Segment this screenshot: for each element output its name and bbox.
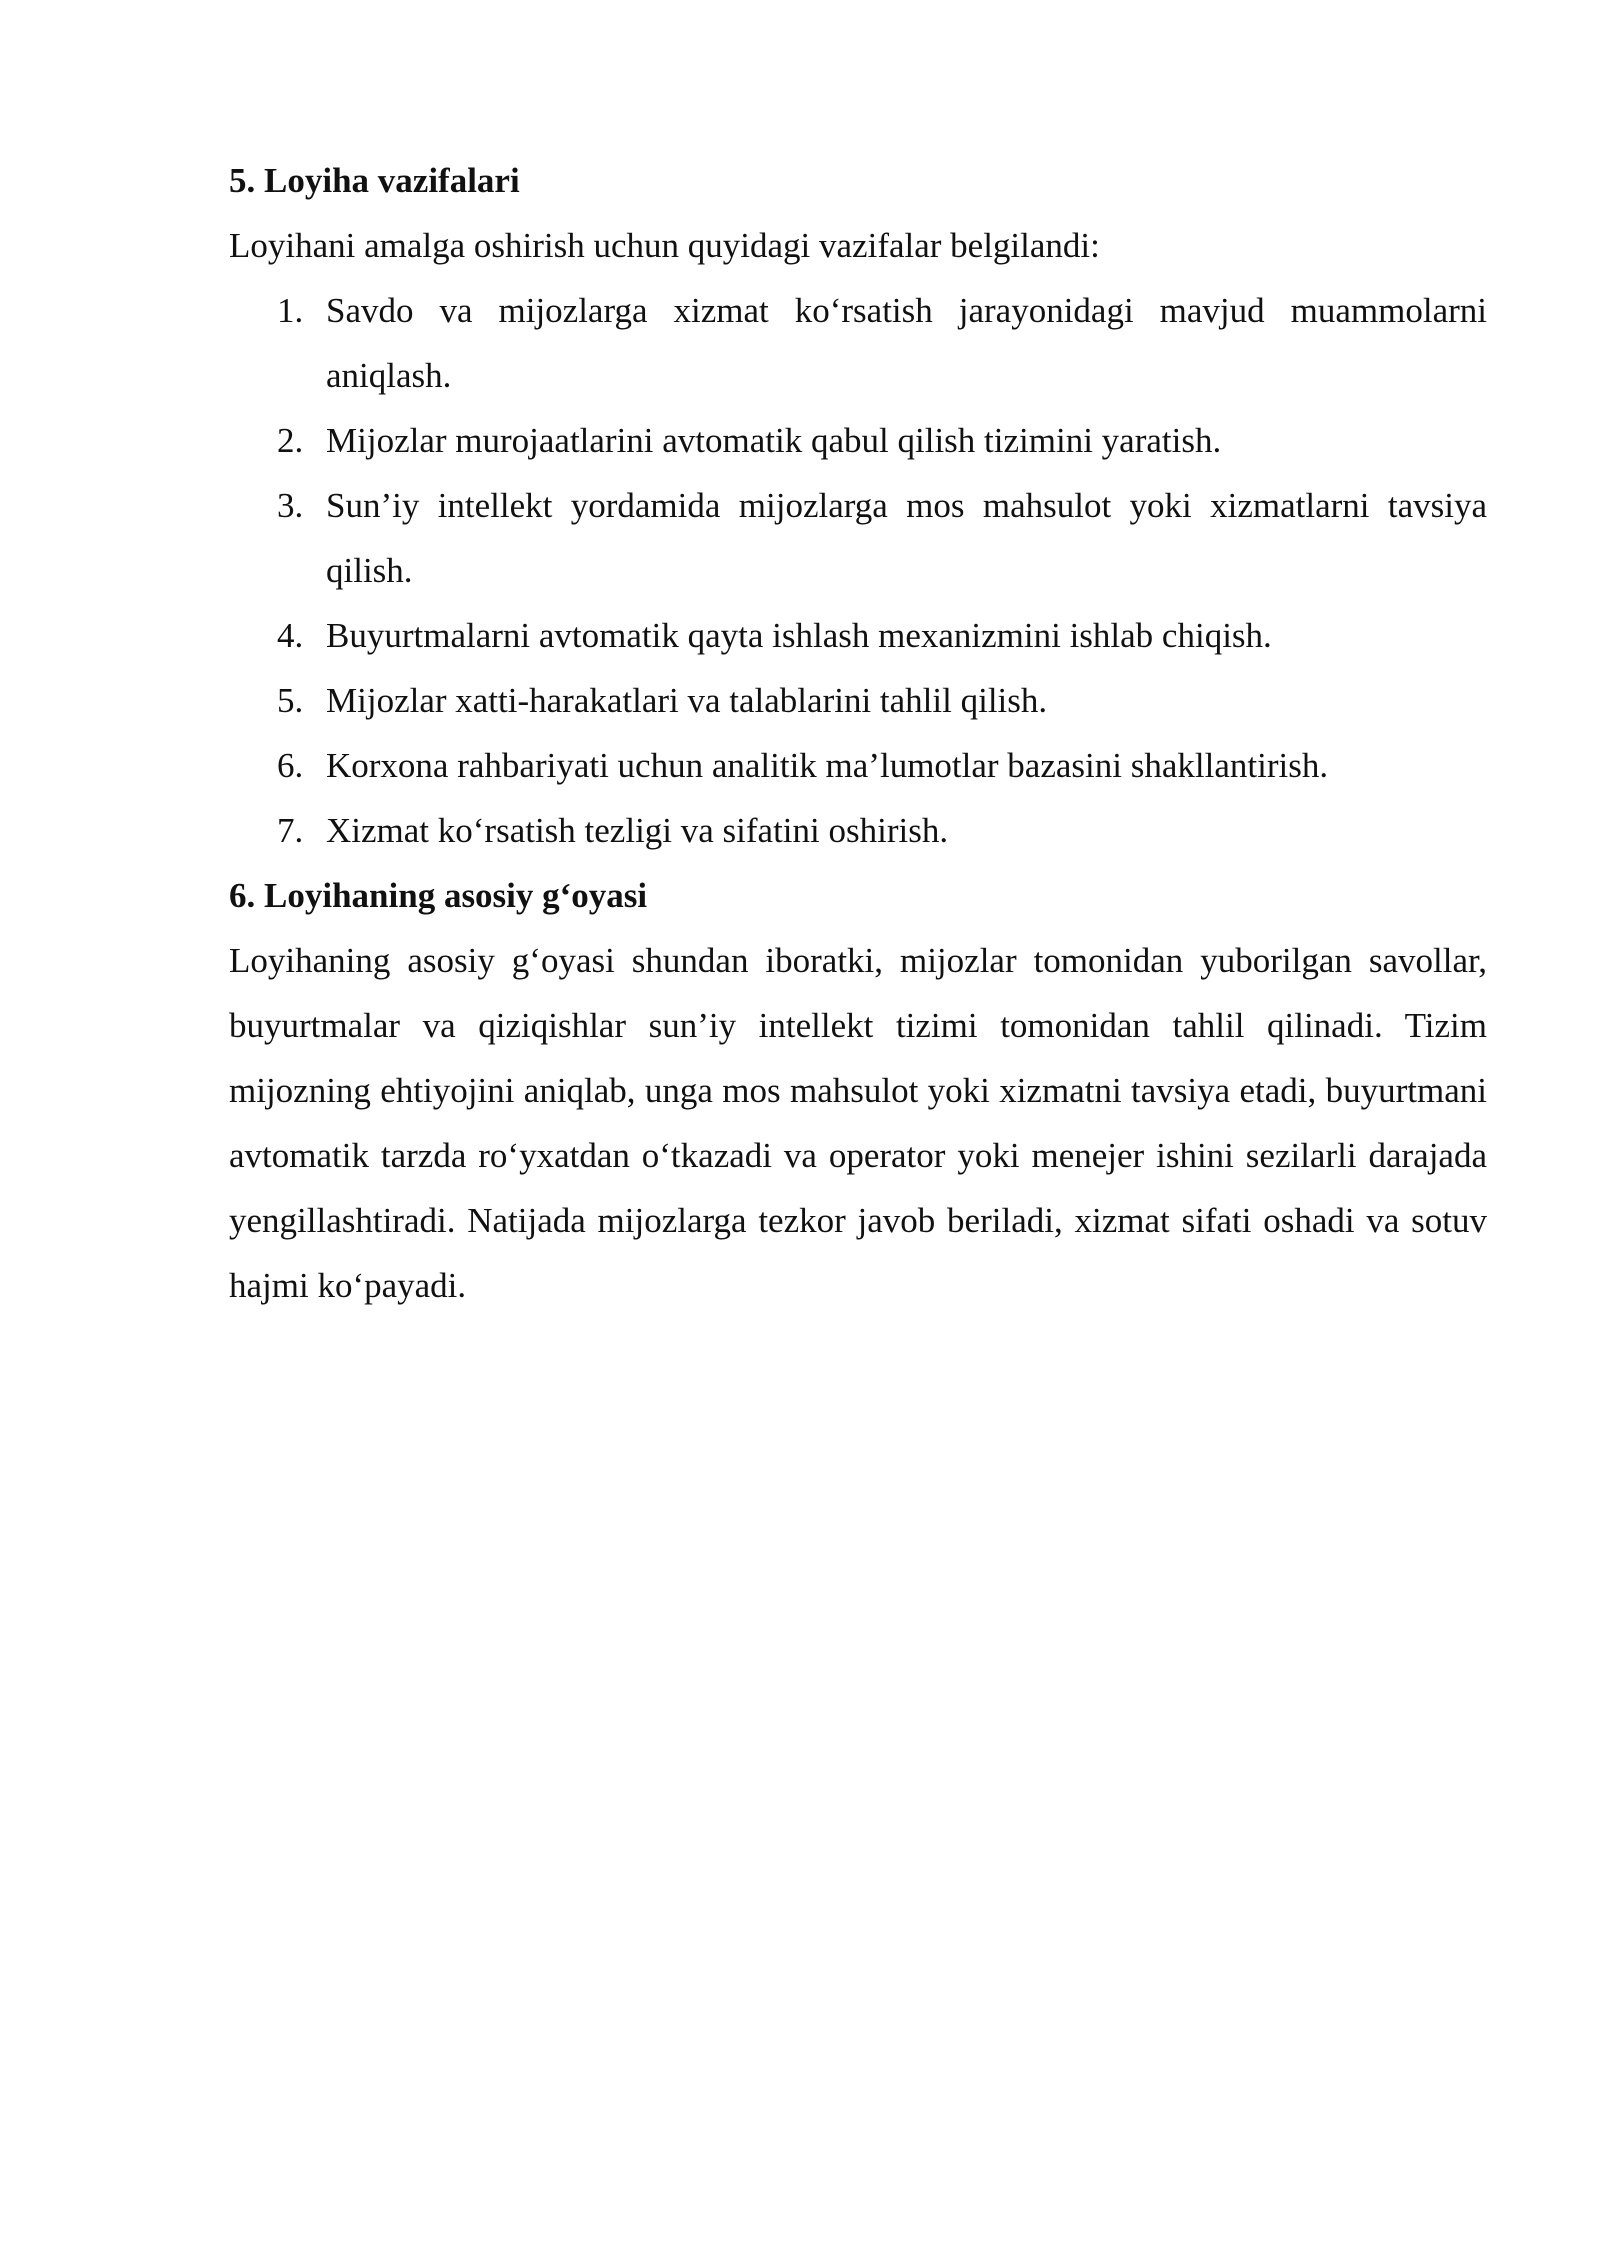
list-item-text: Savdo va mijozlarga xizmat ko‘rsatish jarayonidagi mavjud muammolarni aniqlash. xyxy=(326,291,1487,395)
list-item-number: 7. xyxy=(277,811,304,850)
section-5-heading: 5. Loyiha vazifalari xyxy=(229,161,520,200)
section-6-heading: 6. Loyihaning asosiy g‘oyasi xyxy=(229,876,648,915)
list-item xyxy=(229,473,1487,603)
list-item xyxy=(229,668,1487,733)
list-item xyxy=(229,733,1487,798)
section-6-body: Loyihaning asosiy g‘oyasi shundan iboratki, mijozlar tomonidan yuborilgan savollar, buyurtmalar va qiziqishlar sun’iy intellekt tizimi tomonidan tahlil qilinadi. Tizim mijozning ehtiyojini aniqlab, unga mos mahsulot yoki xizmatni tavsiya etadi, buyurtmani avtomatik tarzda ro‘yxatdan o‘tkazadi va operator yoki menejer ishini sezilarli darajada yengillashtiradi. Natijada mijozlarga tezkor javob beriladi, xizmat sifati oshadi va sotuv hajmi ko‘payadi. xyxy=(229,941,1487,1305)
list-item-number: 1. xyxy=(277,291,304,330)
list-item-number: 5. xyxy=(277,681,304,720)
list-item-number: 3. xyxy=(277,486,304,525)
list-item xyxy=(229,408,1487,473)
list-item-number: 4. xyxy=(277,616,304,655)
list-item xyxy=(229,798,1487,863)
list-item-number: 2. xyxy=(277,421,304,460)
list-item xyxy=(229,603,1487,668)
list-item-text: Xizmat ko‘rsatish tezligi va sifatini oshirish. xyxy=(326,811,949,850)
list-item-text: Mijozlar xatti-harakatlari va talablarini tahlil qilish. xyxy=(326,681,1048,720)
section-5-intro: Loyihani amalga oshirish uchun quyidagi vazifalar belgilandi: xyxy=(229,226,1100,265)
page-content xyxy=(229,148,1487,1318)
list-item-text: Buyurtmalarni avtomatik qayta ishlash mexanizmini ishlab chiqish. xyxy=(326,616,1272,655)
list-item-number: 6. xyxy=(277,746,304,785)
list-item-text: Mijozlar murojaatlarini avtomatik qabul qilish tizimini yaratish. xyxy=(326,421,1222,460)
list-item xyxy=(229,278,1487,408)
list-item-text: Sun’iy intellekt yordamida mijozlarga mos mahsulot yoki xizmatlarni tavsiya qilish. xyxy=(326,486,1487,590)
list-item-text: Korxona rahbariyati uchun analitik ma’lumotlar bazasini shakllantirish. xyxy=(326,746,1329,785)
tasks-list xyxy=(229,278,1487,863)
